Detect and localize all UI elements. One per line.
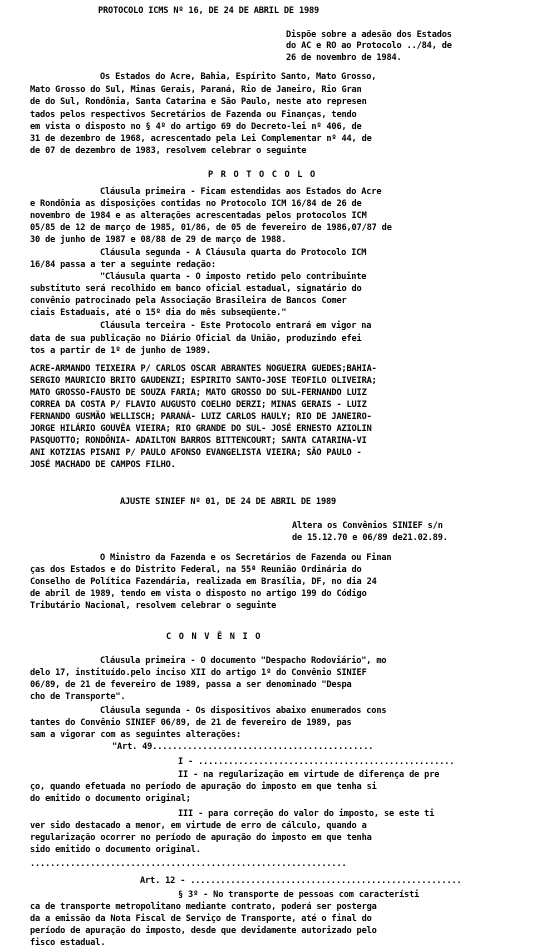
summary-line: do AC e RO ao Protocolo ../84, de (286, 41, 452, 51)
paragraph-line: Mato Grosso do Sul, Minas Gerais, Paraná, Rio de Janeiro, Rio Gran (30, 85, 362, 95)
clause-line: 05/85 de 12 de março de 1985, 01/86, de 05 de fevereiro de 1986,07/87 de (30, 223, 392, 233)
paragraph-line: 31 de dezembro de 1968, acrescentado pela Lei Complementar nº 44, de (30, 134, 372, 144)
clause-line: do emitido o documento original; (30, 794, 191, 804)
clause-line: período de apuração do imposto, desde que devidamente autorizado pelo (30, 926, 377, 936)
protocolo-title: PROTOCOLO ICMS Nº 16, DE 24 DE ABRIL DE 1989 (98, 6, 320, 16)
paragraph-line: de abril de 1989, tendo em vista o disposto no artigo 199 do Código (30, 589, 367, 599)
clause-line: da a emissão da Nota Fiscal de Serviço de Transporte, até o final do (30, 914, 372, 924)
paragraph-line: ças dos Estados e do Distrito Federal, na 55ª Reunião Ordinária do (30, 565, 362, 575)
clause-line: ciais Estaduais, até o 15º dia do mês subseqüente." (30, 308, 287, 318)
clause-line: convênio patrocinado pela Associação Brasileira de Bancos Comer (30, 296, 347, 306)
clause-line: 06/89, de 21 de fevereiro de 1989, passa a ser denominado "Despa (30, 680, 352, 690)
summary-line: Altera os Convênios SINIEF s/n (292, 521, 443, 531)
clause-line: Cláusula primeira - Ficam estendidas aos Estados do Acre (100, 187, 382, 197)
paragraph-line: em vista o disposto no § 4º do artigo 69 do Decreto-lei nº 406, de (30, 122, 362, 132)
clause-line: ............................................................... (30, 859, 347, 869)
clause-line: "Art. 49............................................ (112, 742, 374, 752)
summary-line: 26 de novembro de 1984. (286, 53, 402, 63)
clause-line: sam a vigorar com as seguintes alterações: (30, 730, 242, 740)
summary-line: Dispõe sobre a adesão dos Estados (286, 30, 452, 40)
signatory-line: CORREA DA COSTA P/ FLAVIO AUGUSTO COELHO DERZI; MINAS GERAIS - LUIZ (30, 400, 367, 410)
clause-line: novembro de 1984 e as alterações acrescentadas pelos protocolos ICM (30, 211, 367, 221)
ajuste-heading: C O N V Ê N I O (166, 632, 262, 642)
clause-line: II - na regularização em virtude de diferença de pre (178, 770, 440, 780)
clause-line: fisco estadual. (30, 938, 106, 948)
clause-line: Cláusula terceira - Este Protocolo entrará em vigor na (100, 321, 372, 331)
ajuste-title: AJUSTE SINIEF Nº 01, DE 24 DE ABRIL DE 1989 (120, 497, 337, 507)
paragraph-line: O Ministro da Fazenda e os Secretários de Fazenda ou Finan (100, 553, 392, 563)
clause-line: III - para correção do valor do imposto, se este ti (178, 809, 435, 819)
clause-line: data de sua publicação no Diário Oficial da União, produzindo efei (30, 334, 362, 344)
paragraph-line: Os Estados do Acre, Bahia, Espírito Santo, Mato Grosso, (100, 72, 377, 82)
clause-line: "Cláusula quarta - O imposto retido pelo contribuinte (100, 272, 367, 282)
clause-line: tos a partir de 1º de junho de 1989. (30, 346, 211, 356)
signatory-line: MATO GROSSO-FAUSTO DE SOUZA FARIA; MATO GROSSO DO SUL-FERNANDO LUIZ (30, 388, 367, 398)
clause-line: I - ................................................... (178, 757, 455, 767)
clause-line: cho de Transporte". (30, 692, 126, 702)
clause-line: ver sido destacado a menor, em virtude de erro de cálculo, quando a (30, 821, 367, 831)
paragraph-line: de 07 de dezembro de 1983, resolvem celebrar o seguinte (30, 146, 307, 156)
protocolo-heading: P R O T O C O L O (208, 170, 317, 180)
signatory-line: PASQUOTTO; RONDÔNIA- ADAILTON BARROS BITTENCOURT; SANTA CATARINA-VI (30, 436, 367, 446)
clause-line: ca de transporte metropolitano mediante contrato, poderá ser posterga (30, 902, 377, 912)
clause-line: Cláusula primeira - O documento "Despacho Rodoviário", mo (100, 656, 387, 666)
summary-line: de 15.12.70 e 06/89 de21.02.89. (292, 533, 448, 543)
signatory-line: FERNANDO GUSMÃO WELLISCH; PARANÁ- LUIZ CARLOS HAULY; RIO DE JANEIRO- (30, 412, 372, 422)
paragraph-line: tados pelos respectivos Secretários de Fazenda ou Finanças, tendo (30, 110, 357, 120)
clause-line: 30 de junho de 1987 e 08/88 de 29 de março de 1988. (30, 235, 287, 245)
clause-line: ço, quando efetuada no período de apuração do imposto em que tenha si (30, 782, 377, 792)
clause-line: Cláusula segunda - Os dispositivos abaixo enumerados cons (100, 706, 387, 716)
signatory-line: SERGIO MAURICIO BRITO GAUDENZI; ESPIRITO SANTO-JOSE TEOFILO OLIVEIRA; (30, 376, 377, 386)
clause-line: sido emitido o documento original. (30, 845, 201, 855)
clause-line: delo 17, instituído.pelo inciso XII do artigo 1º do Convênio SINIEF (30, 668, 367, 678)
clause-line: Cláusula segunda - A Cláusula quarta do Protocolo ICM (100, 248, 367, 258)
clause-line: § 3º - No transporte de pessoas com característi (178, 890, 420, 900)
clause-line: 16/84 passa a ter a seguinte redação: (30, 260, 216, 270)
clause-line: tantes do Convênio SINIEF 06/89, de 21 de fevereiro de 1989, pas (30, 718, 352, 728)
clause-line: regularização ocorrer no período de apuração do imposto em que tenha (30, 833, 372, 843)
clause-line: substituto será recolhido em banco oficial estadual, signatário do (30, 284, 362, 294)
signatory-line: ANI KOTZIAS PISANI P/ PAULO AFONSO EVANGELISTA VIEIRA; SÃO PAULO - (30, 448, 362, 458)
paragraph-line: de do Sul, Rondônia, Santa Catarina e São Paulo, neste ato represen (30, 97, 367, 107)
signatory-line: JORGE HILÁRIO GOUVÊA VIEIRA; RIO GRANDE DO SUL- JOSÉ ERNESTO AZIOLIN (30, 424, 372, 434)
paragraph-line: Tributário Nacional, resolvem celebrar o seguinte (30, 601, 277, 611)
clause-line: Art. 12 - ...................................................... (140, 876, 462, 886)
signatory-line: ACRE-ARMANDO TEIXEIRA P/ CARLOS OSCAR ABRANTES NOGUEIRA GUEDES;BAHIA- (30, 364, 377, 374)
clause-line: e Rondônia as disposições contidas no Protocolo ICM 16/84 de 26 de (30, 199, 362, 209)
signatory-line: JOSÉ MACHADO DE CAMPOS FILHO. (30, 460, 176, 470)
paragraph-line: Conselho de Política Fazendária, realizada em Brasília, DF, no dia 24 (30, 577, 377, 587)
